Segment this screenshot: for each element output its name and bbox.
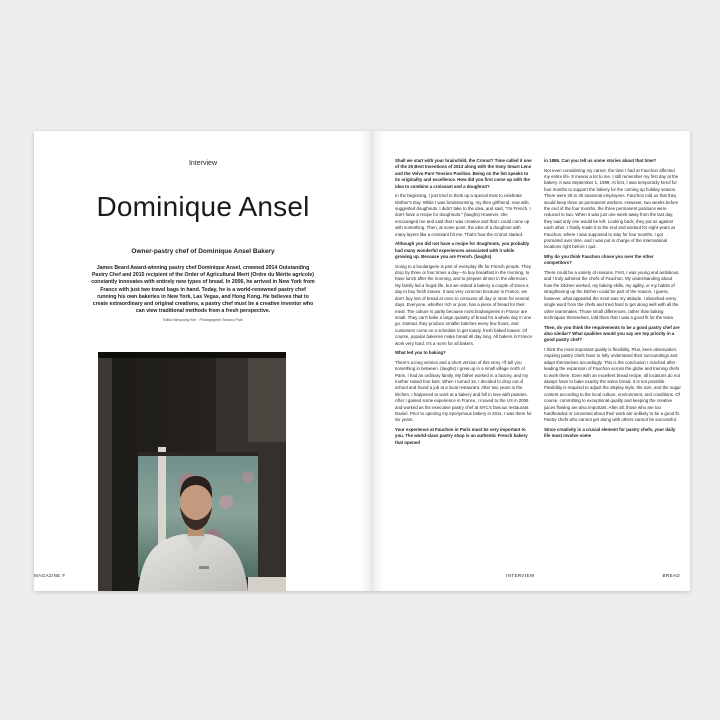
paragraph: Why do you think Fauchon chose you over the other competitors?	[544, 254, 654, 266]
section-kicker: Interview	[188, 160, 217, 167]
left-page	[34, 131, 372, 591]
paragraph: Shall we start with your brainchild, the Cronut? Time called it one of the 25 Best Inventions of 2013 along with the Sony Smart Lens and the Volvo Pure Tension Pavilion. Being on the list speaks to its originality and excellence. How did you first come up with the idea to combine a croissant and a doughnut?	[395, 158, 532, 189]
article-credits: Editor Minyoung Kim · Photographer Seoseo Park	[163, 318, 243, 322]
magazine-spread	[34, 131, 690, 591]
paragraph: What led you to baking?	[395, 350, 446, 356]
paragraph: Since creativity is a crucial element for pastry chefs, your daily life must involve some	[544, 426, 676, 439]
right-folio-section: INTERVIEW	[506, 573, 535, 578]
paragraph: There's a long version and a short version of this story. I'll tell you something in between. (laughs) I grew up in a small village north of Paris. I had an ordinary family. My father worked in a factory, and my mother raised four kids. When I turned 16, I decided to drop out of school and found a job at a local restaurant. After two years in the kitchen, I happened to work at a bakery and fell in love with pastries. After I gained some experience in France, I moved to the US in 2006 and worked as the executive pastry chef at NYC's famous restaurant Daniel. Prior to opening my eponymous bakery in 2011, I was there for six years.	[395, 359, 532, 423]
paragraph: Not even considering my career, the time I had at Fauchon affected my entire life. It means a lot to me. I still remember my first day at the bakery. It was September 1, 1999. At first, I was temporarily hired for four months to support the bakery for the coming up holiday season. There were 25 to 30 seasonal employees. Fauchon told us that they would keep three as permanent workers. However, two weeks before the end of the four months, the three permanent positions were reduced to two. When it was just one week away from the last day, they said only one would be left. Looking back, they put us against each other. I finally made it to the end and worked for eight years at Fauchon, where I was supposed to stay for four months. I got promoted over time, and I was put in charge of the international locations right before I quit.	[544, 167, 679, 250]
paragraph: in 1886. Can you tell us some stories about that time?	[544, 158, 657, 163]
left-folio: MAGAZINE F	[34, 573, 66, 578]
right-folio-topic: BREAD	[662, 573, 680, 578]
article-subtitle: Owner-pastry chef of Dominique Ansel Bakery	[131, 248, 275, 255]
paragraph: There could be a variety of reasons. First, I was young and ambitious, and I truly admired the chefs of Fauchon. My understanding about how the kitchen worked, my baking skills, my agility, or my habits of straightening up the kitchen could be part of the reason. I guess, however, what appealed the most was my attitude. I absorbed every single word from the chefs and tried hard to get along well with all the other teammates. Those small differences, rather than baking techniques themselves, told them that I was a good fit for the team.	[544, 270, 680, 320]
paragraph: Your experience at Fauchon in Paris must be very important to you. The world-class pastry shop is an authentic French bakery that opened	[395, 426, 528, 445]
chef-portrait-photo	[98, 352, 286, 591]
right-page	[372, 131, 690, 591]
paragraph: I think the most important quality is flexibility. Plus, keen observation. Aspiring pastry chefs have to fully understand their surroundings and adapt themselves accordingly. This is the conclusion I reached after leading the expansion of Fauchon across the globe and training chefs to work there. Even with an excellent bread recipe, all locations do not always have to bake exactly the same bread. It is not possible. Flexibility is required to adjust the display style, the size, and the sugar content according to the local culture, environment, and conditions. Of course, committing to exceptional quality and keeping the creative juices flowing are also important. After all, those who are too hardheaded or conceited about their work are unlikely to be a good fit. Pastry chefs who cannot get along with others cannot be successful.	[544, 346, 681, 423]
paragraph: Then, do you think the requirements to be a good pastry chef are also similar? What qualities would you say are top priority in a good pastry chef?	[544, 324, 680, 343]
text-column-2	[544, 158, 681, 443]
paragraph: Although you did not have a recipe for doughnuts, you probably had many wonderful experiences associated with it while growing up. Because you are French. (laughs)	[395, 241, 530, 260]
article-title: Dominique Ansel	[96, 191, 310, 222]
paragraph: Going to a boulangerie is part of everyday life for French people. They drop by three or four times a day—to buy breakfast in the morning, to have lunch after the morning, and to prepare dinner in the afternoon. My family led a frugal life, but we visited a bakery a couple of times a day to buy fresh loaves. It was very common because in France, we don't buy lots of bread at once to consume all day or store for several days. Everyone, whether rich or poor, has a piece of bread for their meal. The culture is partly because most boulangeries in France are small. They can't bake a large quantity of bread for a whole day in one go. Instead, they produce smaller batches every few hours, and customers come on a schedule to get toasty, fresh baked loaves. Of course, popular bakeries make bread all day long. All bakers in France work very hard. It's a norm for all bakers.	[395, 263, 532, 346]
article-intro: James Beard Award-winning pastry chef Dominique Ansel, crowned 2014 Outstanding Pastry Chef and 2015 recipient of the Order of Agricultural Merit (Ordre du Mérite agricole) constantly innovates with entirely new types of bread. In 2006, he arrived in New York from France with just two travel bags in hand. Today, he is a world-renowned pastry chef running his own bakeries in New York, Las Vegas, and Hong Kong. He believes that to create extraordinary and original creations, a pastry chef must be a creative inventor who can view traditional methods from a fresh perspective.	[91, 265, 315, 315]
text-column-1	[395, 158, 532, 449]
paragraph: In the beginning, I just tried to think up a special treat to celebrate Mother's Day. While I was brainstorming, my then girlfriend, now wife, suggested doughnuts. I didn't take to the idea, and said, "I'm French. I don't have a recipe for doughnuts." (laughs) However, she encouraged me and said that I was creative and that I could come up with something. Then, at some point, the idea of a doughnut with many layers like a croissant hit me. That's how the Cronut started.	[395, 193, 531, 237]
